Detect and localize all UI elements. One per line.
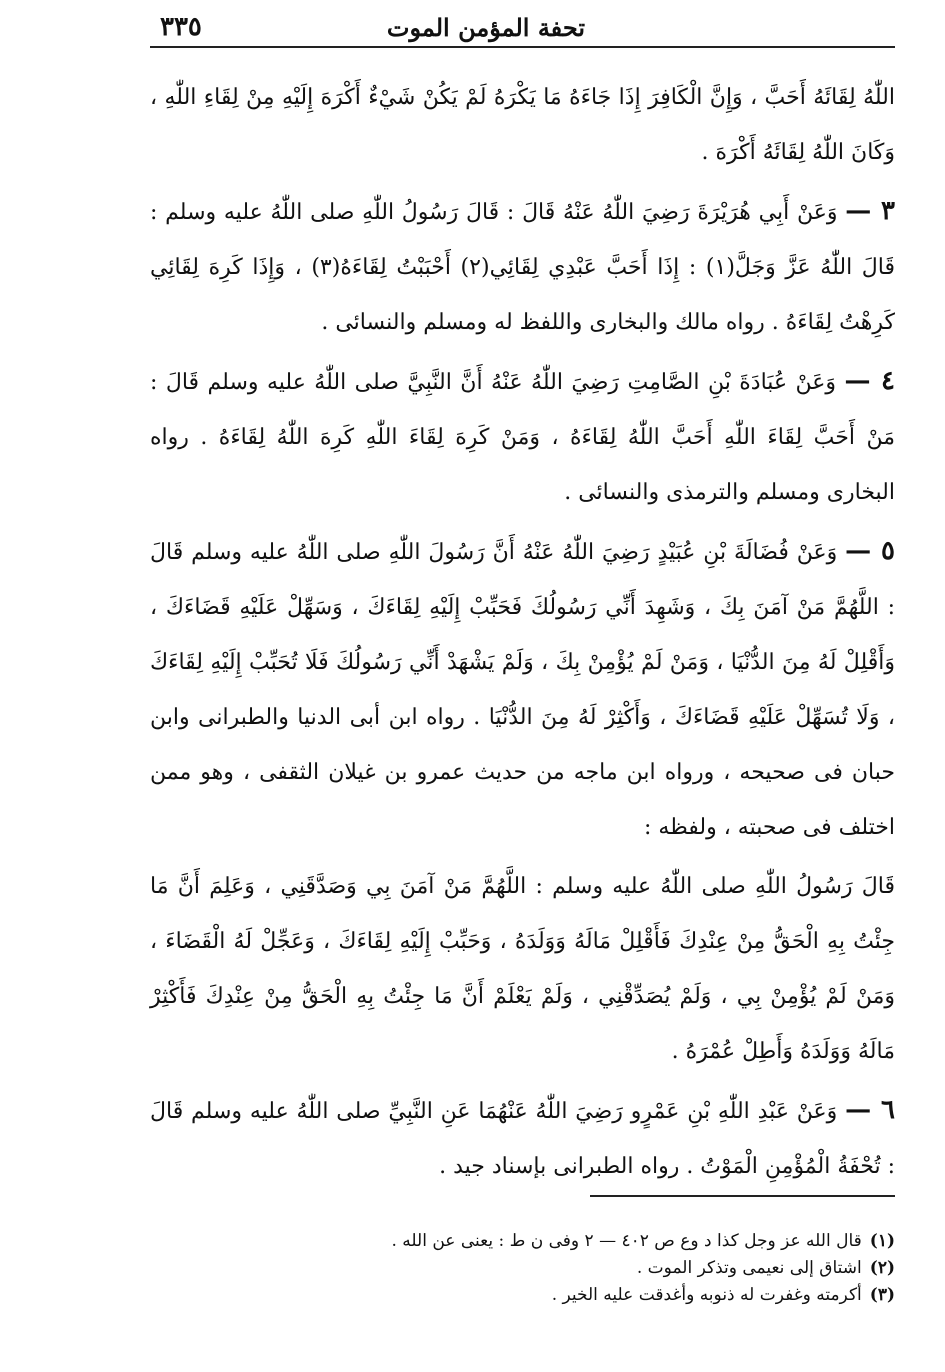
paragraph-text: قَالَ رَسُولُ اللّٰهِ صلى اللّٰهُ عليه وسلم : اللَّهُمَّ مَنْ آمَنَ بِي وَصَدَّقَنِي ، وَعَلِمَ أَنَّ مَا جِئْتُ بِهِ الْحَقُّ مِنْ عِنْدِكَ فَأَقْلِلْ مَالَهُ وَوَلَدَهُ ، وَحَبِّبْ إِلَيْهِ لِقَاءَكَ ، وَعَجِّلْ لَهُ الْقَضَاءَ ، وَمَنْ لَمْ يُؤْمِنْ بِي ، وَلَمْ يُصَدِّقْنِي ، وَلَمْ يَعْلَمْ أَنَّ مَا جِئْتُ بِهِ الْحَقُّ مِنْ عِنْدِكَ فَأَكْثِرْ مَالَهُ وَوَلَدَهُ وَأَطِلْ عُمْرَهُ . xyxy=(150,874,895,1064)
paragraph-text: وَعَنْ عَبْدِ اللّٰهِ بْنِ عَمْرٍو رَضِيَ اللّٰهُ عَنْهُمَا عَنِ النَّبِيِّ صلى اللّٰهُ عليه وسلم قَالَ : تُحْفَةُ الْمُؤْمِنِ الْمَوْتُ . رواه الطبرانى بإسناد جيد . xyxy=(150,1099,895,1179)
hadith-paragraph xyxy=(150,184,895,350)
body-text xyxy=(150,70,895,1194)
footnotes xyxy=(150,1228,895,1309)
footnote xyxy=(150,1255,895,1282)
hadith-paragraph xyxy=(150,1083,895,1194)
hadith-number: ٦ — xyxy=(845,1095,895,1125)
paragraph-text: وَعَنْ عُبَادَةَ بْنِ الصَّامِتِ رَضِيَ اللّٰهُ عَنْهُ أَنَّ النَّبِيَّ صلى اللّٰهُ عليه وسلم قَالَ : مَنْ أَحَبَّ لِقَاءَ اللّٰهِ أَحَبَّ اللّٰهُ لِقَاءَهُ ، وَمَنْ كَرِهَ لِقَاءَ اللّٰهِ كَرِهَ اللّٰهُ لِقَاءَهُ . رواه البخارى ومسلم والترمذى والنسائى . xyxy=(150,370,895,505)
hadith-number: ٤ — xyxy=(844,366,895,396)
footnote xyxy=(150,1282,895,1309)
page-number: ٣٣٥ xyxy=(160,12,202,42)
hadith-number: ٣ — xyxy=(845,196,895,226)
paragraph-text: وَعَنْ فُضَالَةَ بْنِ عُبَيْدٍ رَضِيَ اللّٰهُ عَنْهُ أَنَّ رَسُولَ اللّٰهِ صلى اللّٰهُ عليه وسلم قَالَ : اللَّهُمَّ مَنْ آمَنَ بِكَ ، وَشَهِدَ أَنِّي رَسُولُكَ فَحَبِّبْ إِلَيْهِ لِقَاءَكَ ، وَسَهِّلْ عَلَيْهِ قَضَاءَكَ ، وَأَقْلِلْ لَهُ مِنَ الدُّنْيَا ، وَمَنْ لَمْ يُؤْمِنْ بِكَ ، وَلَمْ يَشْهَدْ أَنِّي رَسُولُكَ فَلَا تُحَبِّبْ إِلَيْهِ لِقَاءَكَ ، وَلَا تُسَهِّلْ عَلَيْهِ قَضَاءَكَ ، وَأَكْثِرْ لَهُ مِنَ الدُّنْيَا . رواه ابن أبى الدنيا والطبرانى وابن حبان فى صحيحه ، ورواه ابن ماجه من حديث عمرو بن غيلان الثقفى ، وهو ممن اختلف فى صحبته ، ولفظه : xyxy=(150,540,895,840)
hadith-paragraph xyxy=(150,524,895,855)
footnote-number: (١) xyxy=(869,1231,895,1251)
footnote-text: قال الله عز وجل كذا د وع ص ٤٠٢ — ٢ وفى ن ط : يعنى عن الله . xyxy=(391,1231,862,1251)
paragraph-text: وَعَنْ أَبِي هُرَيْرَةَ رَضِيَ اللّٰهُ عَنْهُ قَالَ : قَالَ رَسُولُ اللّٰهِ صلى اللّٰهُ عليه وسلم : قَالَ اللّٰهُ عَزَّ وَجَلَّ(١) : إِذَا أَحَبَّ عَبْدِي لِقَائِي(٢) أَحْبَبْتُ لِقَاءَهُ(٣) ، وَإِذَا كَرِهَ لِقَائِي كَرِهْتُ لِقَاءَهُ . رواه مالك والبخارى واللفظ له ومسلم والنسائى . xyxy=(150,200,896,335)
page-header xyxy=(150,8,895,48)
footnote-text: اشتاق إلى نعيمى وتذكر الموت . xyxy=(636,1258,862,1278)
footnote-divider xyxy=(590,1195,895,1197)
hadith-paragraph xyxy=(150,354,895,520)
hadith-number: ٥ — xyxy=(845,536,895,566)
paragraph xyxy=(150,70,895,180)
paragraph-text: اللّٰهُ لِقَائَهُ أَحَبَّ ، وَإِنَّ الْكَافِرَ إِذَا جَاءَهُ مَا يَكْرَهُ لَمْ يَكُنْ شَيْءٌ أَكْرَهَ إِلَيْهِ مِنْ لِقَاءِ اللّٰهِ ، وَكَانَ اللّٰهُ لِقَائَهُ أَكْرَهَ . xyxy=(150,85,896,165)
footnote-number: (٢) xyxy=(869,1258,895,1278)
page-title: تحفة المؤمن الموت xyxy=(386,12,585,42)
footnote xyxy=(150,1228,895,1255)
footnote-text: أكرمته وغفرت له ذنوبه وأغدقت عليه الخير . xyxy=(551,1285,862,1305)
paragraph xyxy=(150,859,895,1079)
footnote-number: (٣) xyxy=(869,1285,895,1305)
